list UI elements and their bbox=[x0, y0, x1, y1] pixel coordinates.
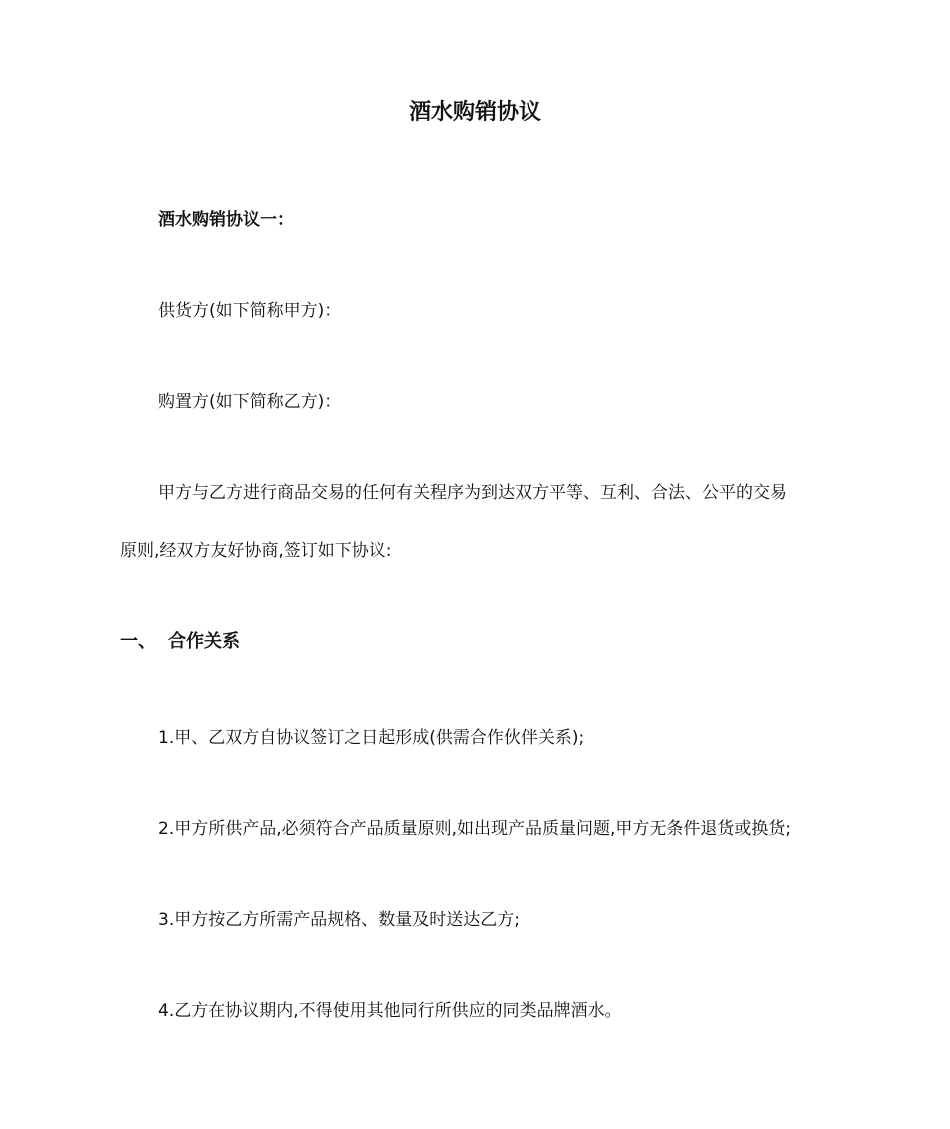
supplier-line: 供货方(如下简称甲方)： bbox=[158, 301, 342, 321]
list-item: 1.甲、乙双方自协议签订之日起形成(供需合作伙伴关系); bbox=[158, 728, 585, 748]
section-heading-text: 合作关系 bbox=[168, 631, 240, 652]
agreement-subtitle: 酒水购销协议一： bbox=[158, 210, 294, 230]
section-number: 一、 bbox=[120, 631, 156, 652]
list-item: 4.乙方在协议期内,不得使用其他同行所供应的同类品牌酒水。 bbox=[158, 1001, 622, 1021]
list-item: 3.甲方按乙方所需产品规格、数量及时送达乙方; bbox=[158, 910, 520, 930]
list-item: 2.甲方所供产品,必须符合产品质量原则,如出现产品质量问题,甲方无条件退货或换货; bbox=[158, 819, 792, 839]
intro-paragraph-line-2: 原则,经双方友好协商,签订如下协议: bbox=[120, 541, 392, 561]
intro-paragraph-line-1: 甲方与乙方进行商品交易的任何有关程序为到达双方平等、互利、合法、公平的交易 bbox=[158, 483, 787, 503]
section-heading bbox=[120, 630, 240, 654]
buyer-line: 购置方(如下简称乙方)： bbox=[158, 392, 342, 412]
document-title: 酒水购销协议 bbox=[408, 100, 541, 125]
